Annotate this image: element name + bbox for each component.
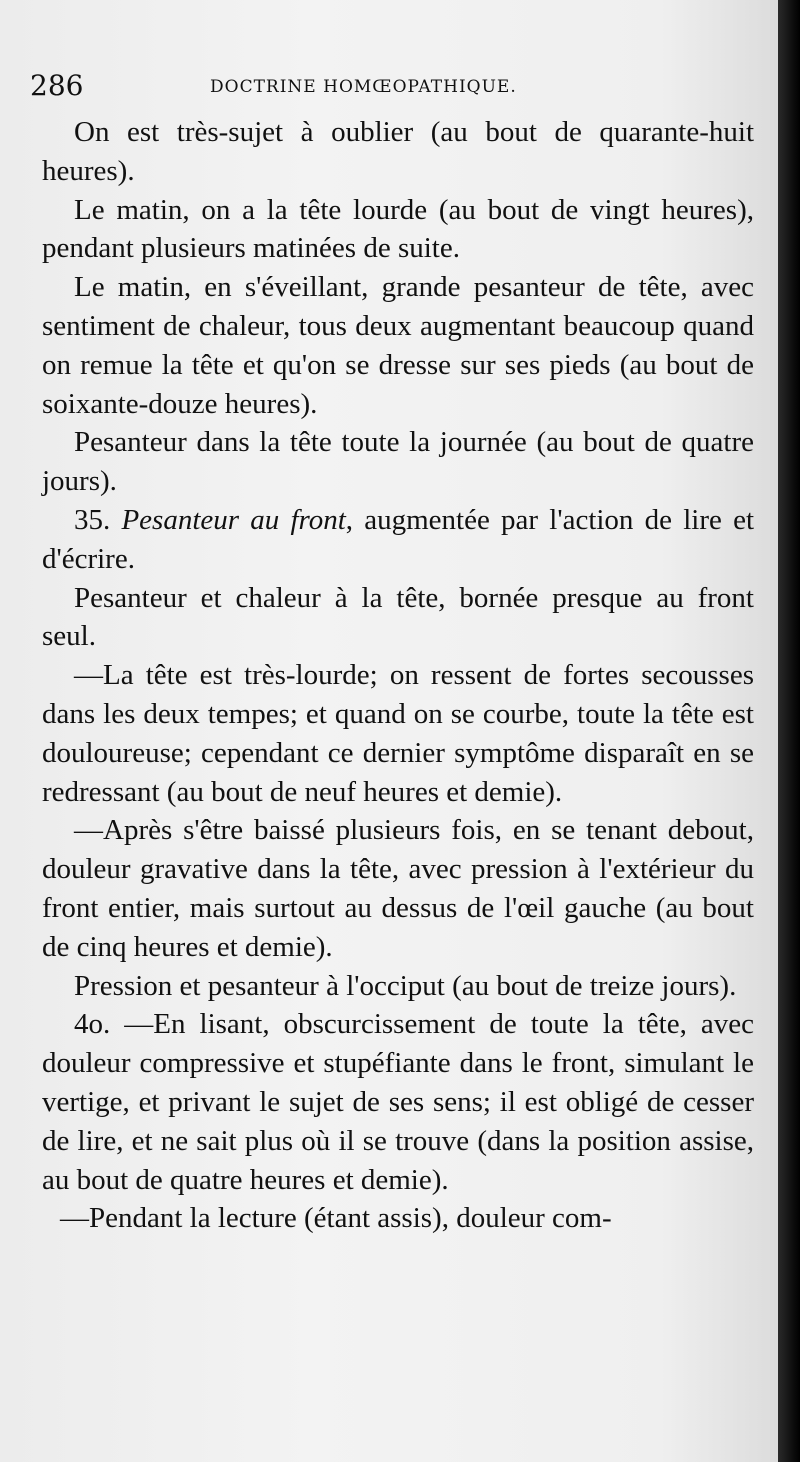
paragraph: —Après s'être baissé plusieurs fois, en se tenant debout, douleur gravative dans la tête, avec pression à l'extérieur du front entier, mais surtout au dessus de l'œil gauche (au bout de cinq heures et demie). [42, 814, 754, 963]
running-head: DOCTRINE HOMŒOPATHIQUE. [210, 77, 517, 97]
paragraph: Pesanteur et chaleur à la tête, bornée presque au front seul. [42, 581, 754, 653]
page-header [30, 66, 760, 110]
paragraph: On est très-sujet à oublier (au bout de quarante-huit heures). [42, 116, 754, 187]
paragraph: Pression et pesanteur à l'occiput (au bout de treize jours). [74, 969, 737, 1002]
paragraph: Pesanteur dans la tête toute la journée (au bout de quatre jours). [42, 426, 754, 498]
scan-page-edge [778, 0, 800, 1462]
page-number: 286 [30, 69, 84, 102]
paragraph: —Pendant la lecture (étant assis), douleur com- [60, 1202, 612, 1235]
paragraph: Le matin, on a la tête lourde (au bout de vingt heures), pendant plusieurs matinées de suite. [42, 193, 754, 265]
italic-symptom: Pesanteur au front [121, 503, 346, 536]
numbered-paragraph [42, 501, 754, 579]
paragraph-number: 35. [74, 503, 111, 536]
numbered-paragraph: 4o. —En lisant, obscurcissement de toute la tête, avec douleur compressive et stupéfiante dans le front, simulant le vertige, et privant le sujet de ses sens; il est obligé de cesser de lire, et ne sait plus où il se trouve (dans la position assise, au bout de quatre heures et demie). [42, 1008, 754, 1196]
paragraph: —La tête est très-lourde; on ressent de fortes secousses dans les deux tempes; et quand on se courbe, toute la tête est douloureuse; cependant ce dernier symptôme disparaît en se redressant (au bout de neuf heures et demie). [42, 659, 754, 808]
paragraph-text: , augmentée par l'action de lire et d'écrire. [42, 503, 754, 575]
paragraph: Le matin, en s'éveillant, grande pesanteur de tête, avec sentiment de chaleur, tous deux augmentant beaucoup quand on remue la tête et qu'on se dresse sur ses pieds (au bout de soixante-douze heures). [42, 271, 754, 420]
page-body [42, 113, 754, 1238]
